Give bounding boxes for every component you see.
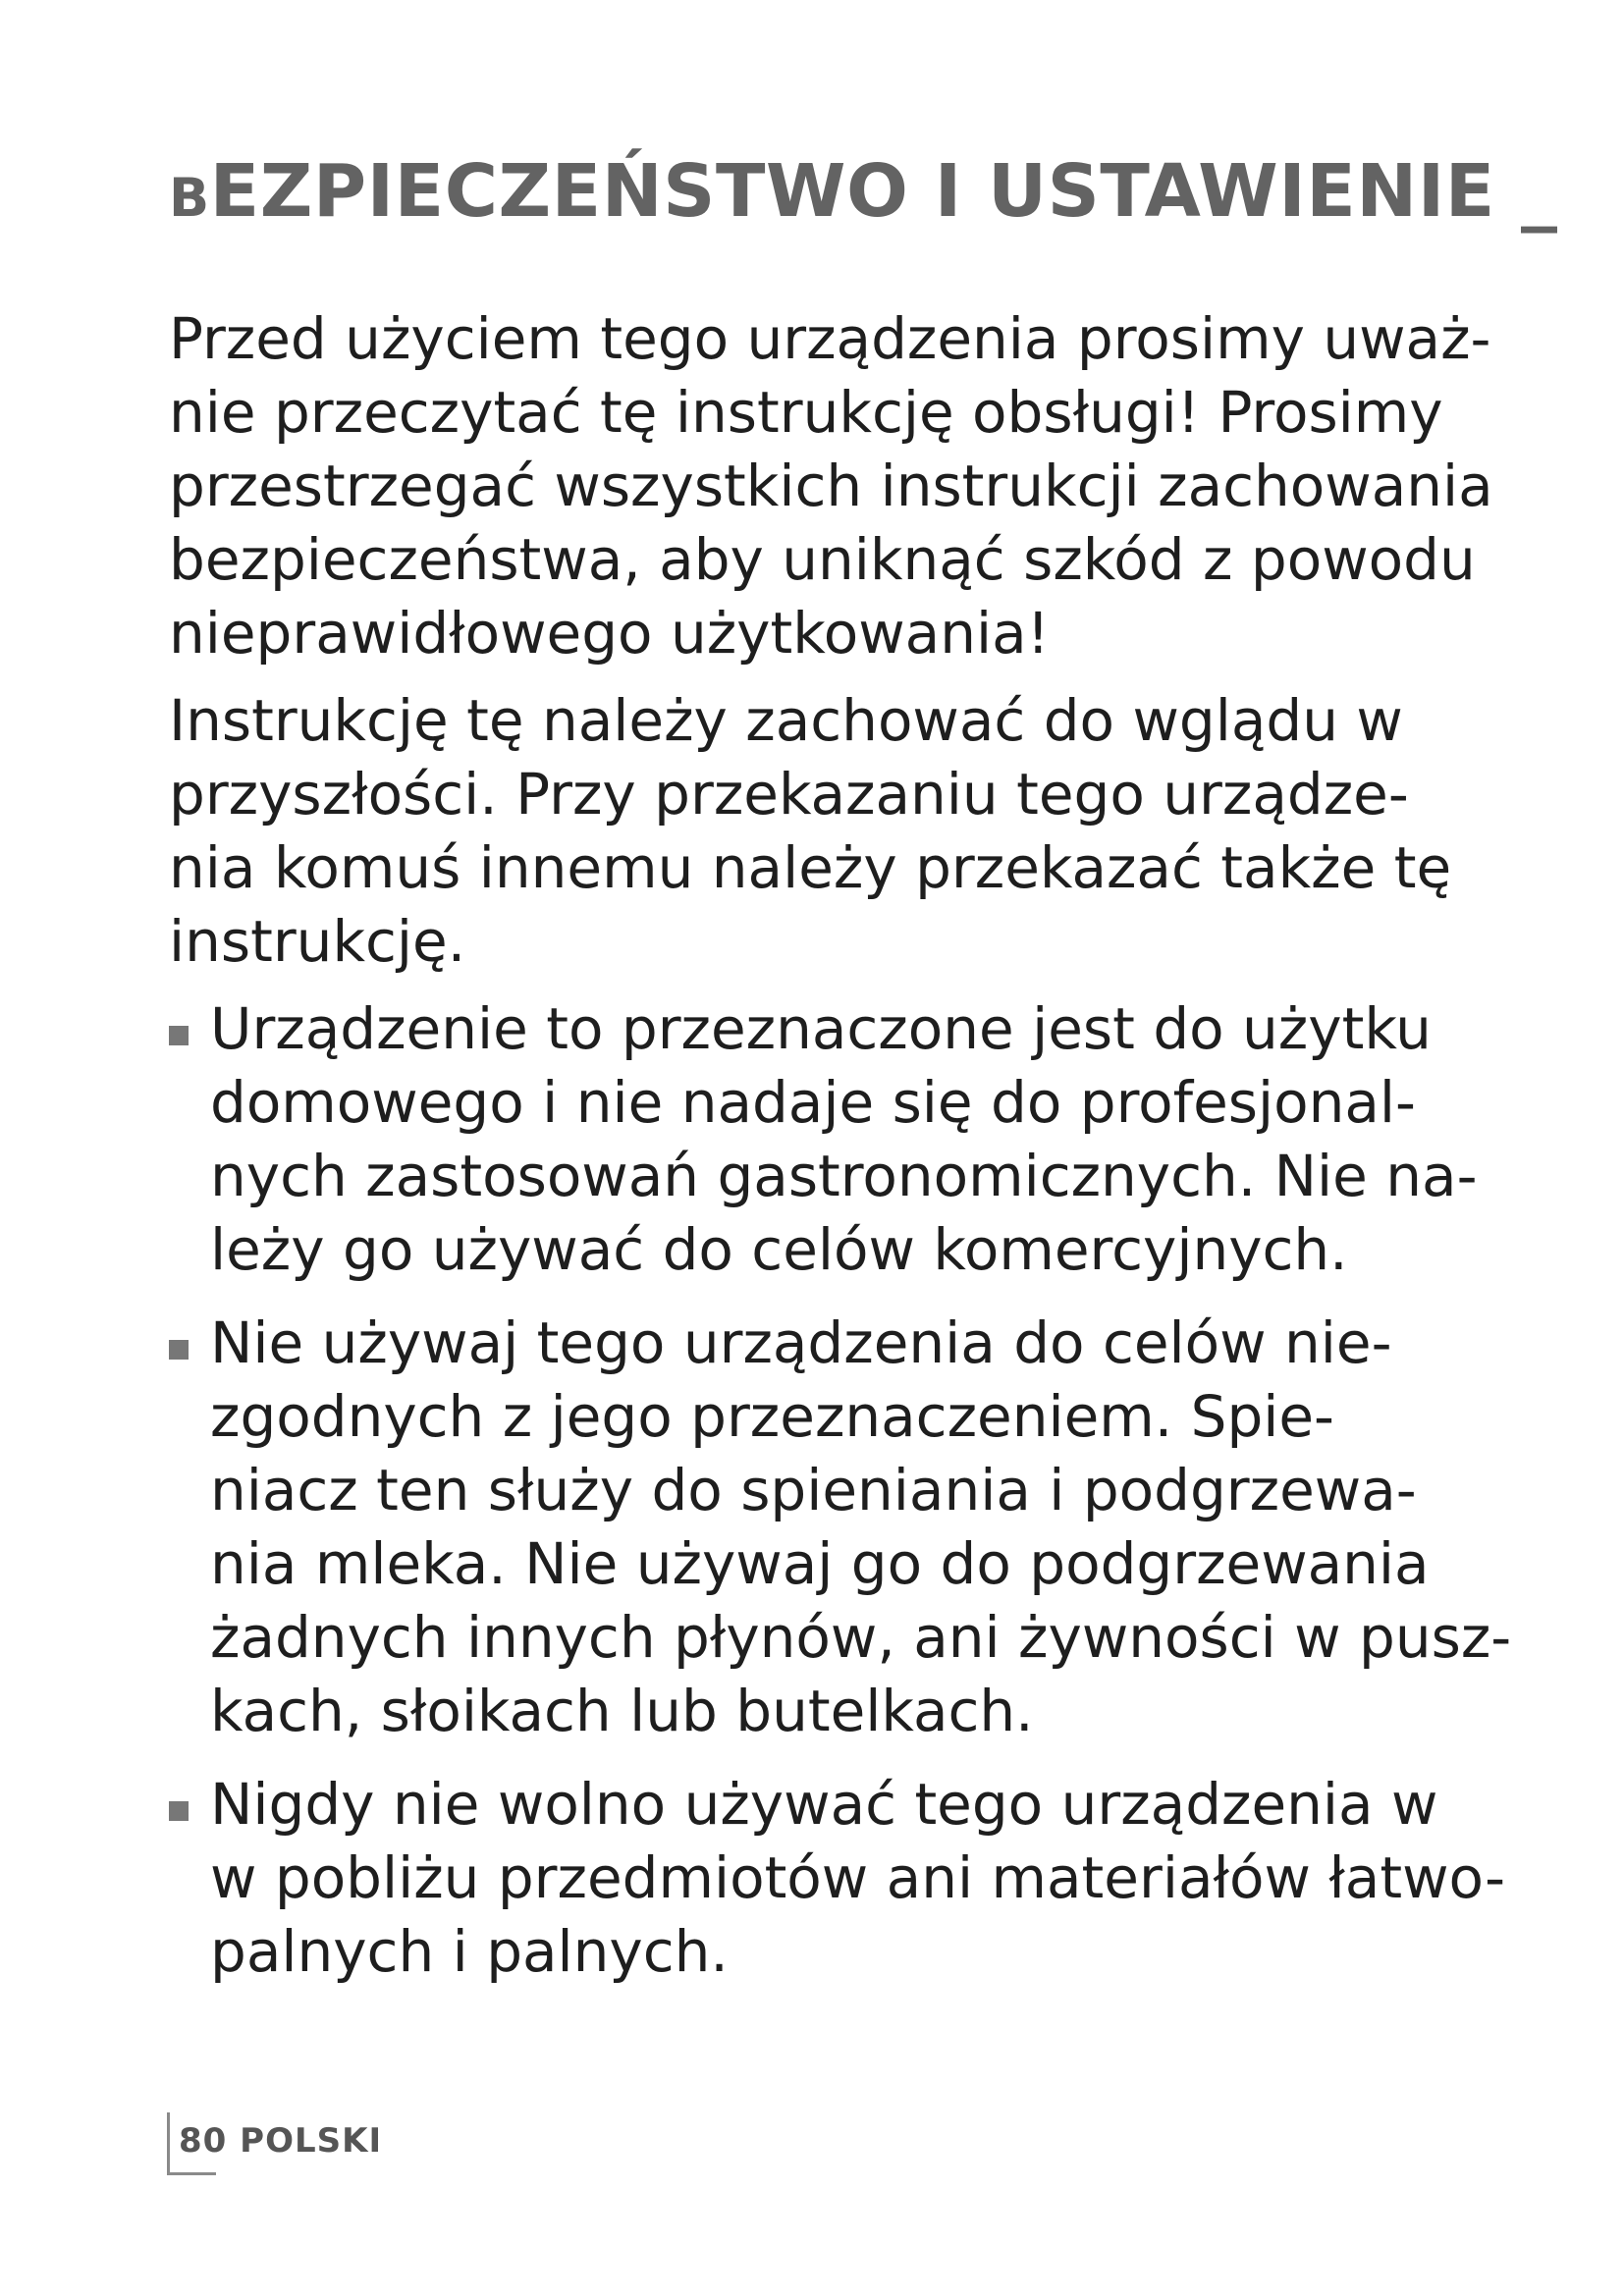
bullet-line: leży go używać do celów komercyjnych. [210,1216,1348,1283]
bullet-line: żadnych innych płynów, ani żywności w pusz- [210,1604,1512,1671]
paragraph-line: Instrukcję tę należy zachować do wglądu w [169,687,1403,754]
footer-label [179,2120,382,2162]
bullet-line: Nigdy nie wolno używać tego urządzenia w [210,1771,1438,1838]
paragraph-line: nie przeczytać tę instrukcję obsługi! Prosimy [169,379,1443,446]
footer-bracket-vertical [167,2112,170,2175]
paragraph-line: Przed użyciem tego urządzenia prosimy uważ- [169,305,1491,372]
footer-bracket-horizontal [167,2172,216,2175]
paragraph-line: przestrzegać wszystkich instrukcji zachowania [169,453,1493,519]
heading-text: EZPIECZEŃSTWO I USTAWIENIE _ [209,149,1558,234]
paragraph-line: nieprawidłowego użytkowania! [169,600,1050,667]
paragraph-line: bezpieczeństwa, aby uniknąć szkód z powodu [169,526,1476,593]
body-content [169,302,1512,2008]
bullet-line: nych zastosowań gastronomicznych. Nie na- [210,1143,1478,1209]
intro-paragraph [169,302,1493,670]
heading-lead-letter: B [169,167,210,229]
bullet-line: niacz ten służy do spieniania i podgrzewa- [210,1457,1417,1523]
bullet-line: palnych i palnych. [210,1918,729,1985]
page-number: 80 [179,2121,228,2161]
bullet-item-household-use [169,992,1485,1287]
bullet-line: kach, słoikach lub butelkach. [210,1678,1034,1744]
bullet-item-flammable-materials [169,1768,1506,1989]
bullet-line: domowego i nie nadaje się do profesjonal- [210,1069,1416,1136]
bullet-line: w pobliżu przedmiotów ani materiałów łatwo- [210,1844,1506,1911]
bullet-line: nia mleka. Nie używaj go do podgrzewania [210,1530,1430,1597]
footer-language: POLSKI [240,2121,383,2161]
safety-bullet-list [169,992,1512,1989]
square-bullet-icon [169,1340,189,1360]
square-bullet-icon [169,1026,189,1045]
bullet-line: Urządzenie to przeznaczone jest do użytku [210,995,1432,1062]
square-bullet-icon [169,1801,189,1821]
paragraph-line: przyszłości. Przy przekazaniu tego urządze- [169,761,1409,828]
keep-instructions-paragraph [169,684,1485,979]
section-heading [169,147,1558,242]
paragraph-line: nia komuś innemu należy przekazać także tę [169,834,1452,901]
bullet-item-intended-use [169,1307,1512,1748]
bullet-line: zgodnych z jego przeznaczeniem. Spie- [210,1383,1334,1450]
paragraph-line: instrukcję. [169,908,466,975]
bullet-line: Nie używaj tego urządzenia do celów nie- [210,1309,1392,1376]
